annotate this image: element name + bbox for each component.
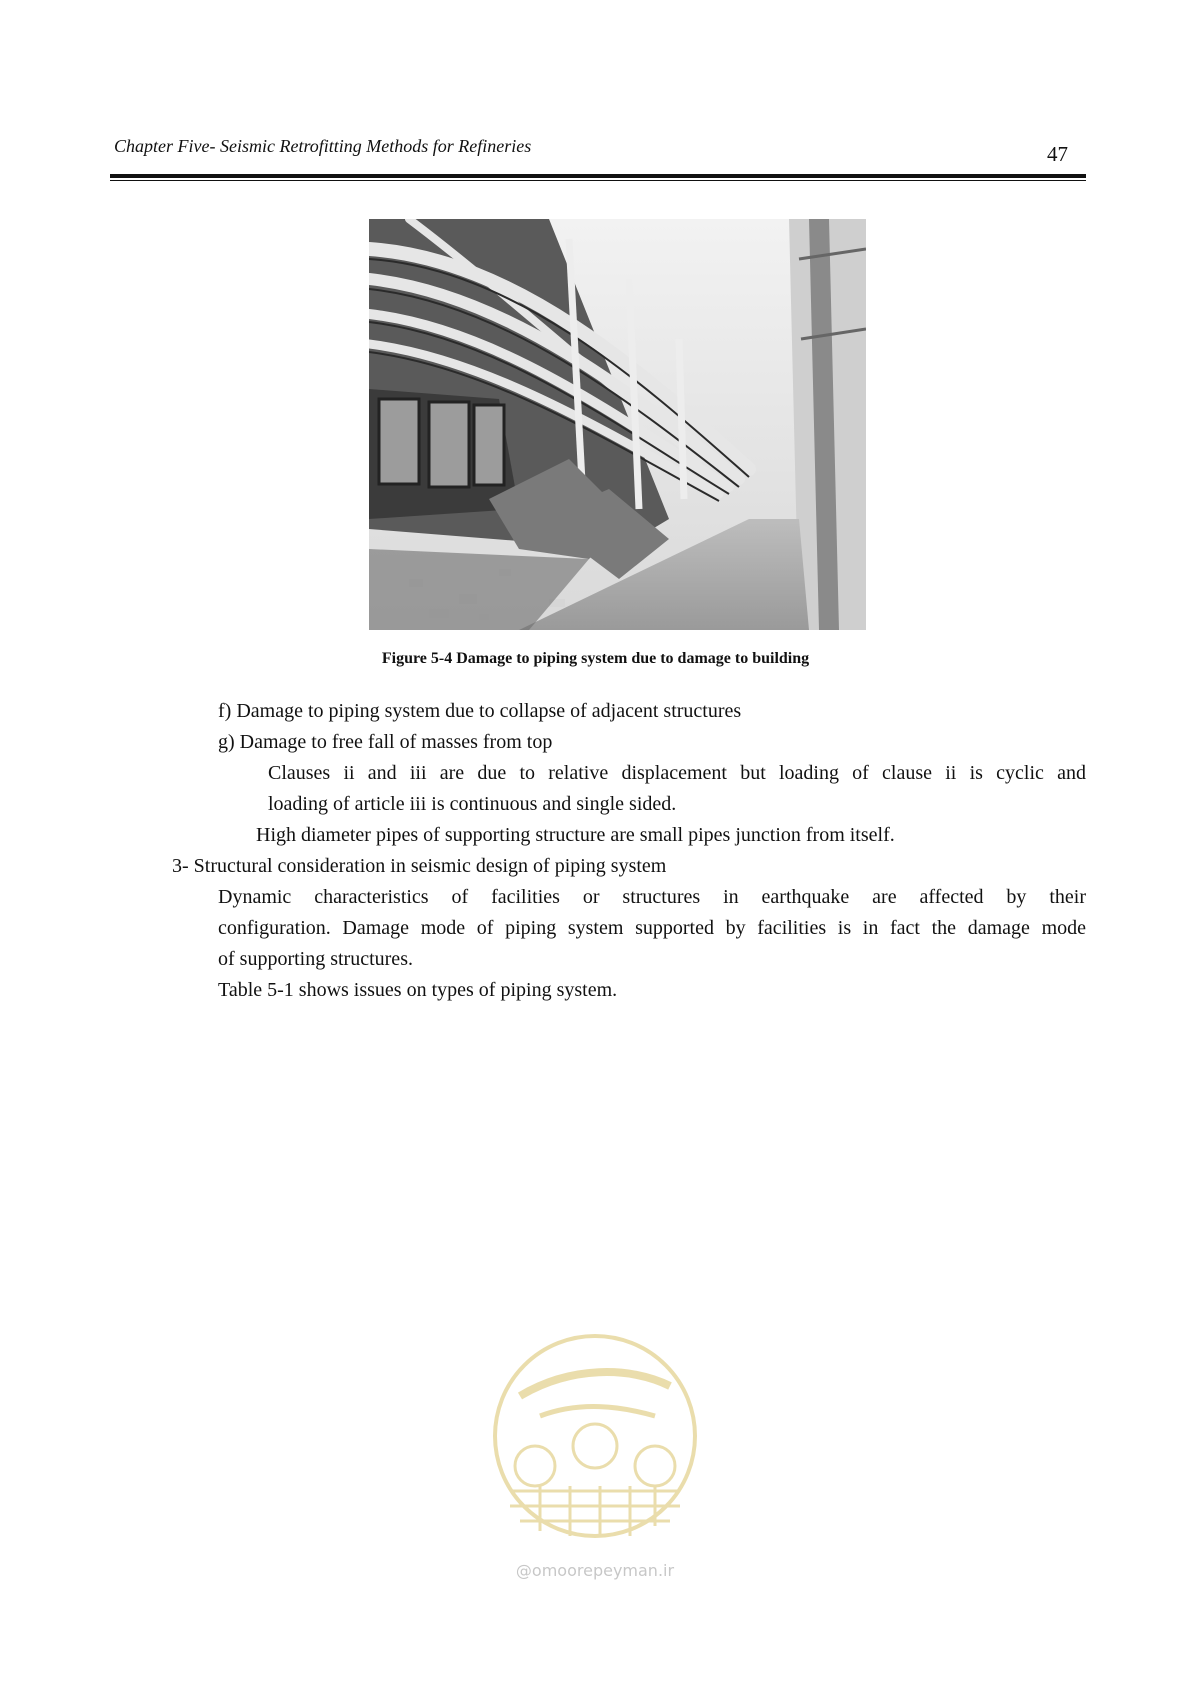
dynamic-paragraph-line2: configuration. Damage mode of piping system supported by facilities is in fact the damage mode <box>218 917 1086 939</box>
list-item-f: f) Damage to piping system due to collapse of adjacent structures <box>218 700 742 722</box>
watermark-logo <box>480 1326 710 1606</box>
svg-text:@omoorepeyman.ir: @omoorepeyman.ir <box>515 1561 675 1580</box>
header-rule-thick <box>110 174 1086 178</box>
table-reference: Table 5-1 shows issues on types of piping system. <box>218 979 618 1001</box>
running-header: Chapter Five- Seismic Retrofitting Methods for Refineries <box>114 136 532 156</box>
dynamic-paragraph-line1: Dynamic characteristics of facilities or structures in earthquake are affected by their <box>218 886 1086 908</box>
high-diameter-sentence: High diameter pipes of supporting structure are small pipes junction from itself. <box>256 824 895 846</box>
page-number: 47 <box>1047 142 1068 166</box>
figure-caption: Figure 5-4 Damage to piping system due to damage to building <box>381 650 810 667</box>
clauses-paragraph-line1: Clauses ii and iii are due to relative displacement but loading of clause ii is cyclic and <box>268 762 1086 784</box>
figure-photo-damaged-piping <box>369 219 866 630</box>
section-heading-3: 3- Structural consideration in seismic design of piping system <box>172 855 667 877</box>
dynamic-paragraph-line3: of supporting structures. <box>218 948 413 970</box>
list-item-g: g) Damage to free fall of masses from top <box>218 731 553 753</box>
header-rule-thin <box>110 180 1086 181</box>
clauses-paragraph-line2: loading of article iii is continuous and single sided. <box>268 793 677 815</box>
